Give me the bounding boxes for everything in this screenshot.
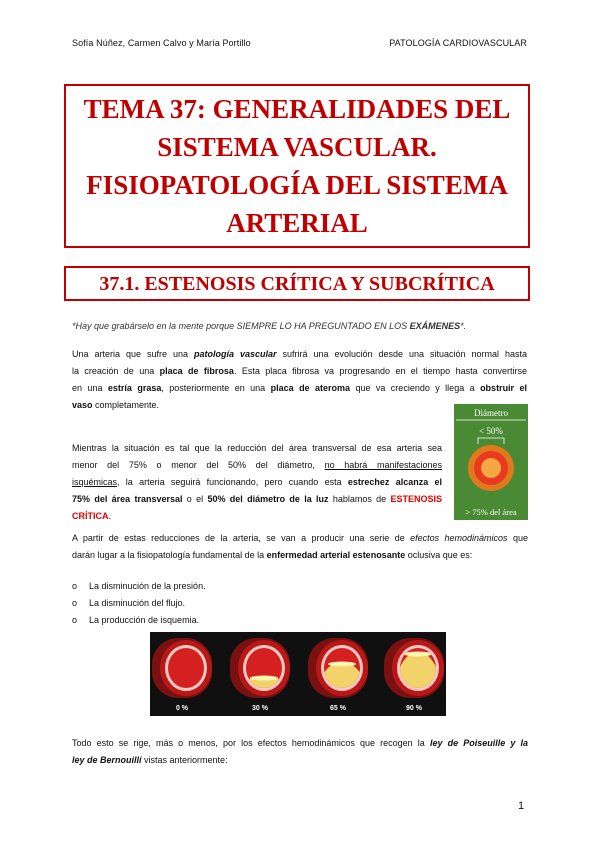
paragraph-hemodynamic-effects: A partir de estas reducciones de la arteria, se van a producir una serie de efectos hemodinámicos que darán lugar a la fisiopatología fundamental de la enfermedad arterial estenosante oclusiva que es: — [72, 533, 528, 560]
diagram-bottom-label: > 75% del área — [465, 507, 517, 517]
stenosis-label-30: 30 % — [252, 705, 268, 712]
chapter-title-line: TEMA 37: GENERALIDADES DEL — [83, 94, 511, 124]
section-title-box — [64, 266, 530, 301]
plaque-highlight — [250, 676, 278, 681]
effects-list — [72, 578, 206, 629]
page-number: 1 — [518, 800, 525, 812]
section-title: 37.1. ESTENOSIS CRÍTICA Y SUBCRÍTICA — [99, 273, 495, 295]
diagram-top-label: Diámetro — [474, 408, 508, 418]
chapter-title-line: SISTEMA VASCULAR. — [157, 132, 437, 162]
list-item: o La producción de isquemia. — [72, 615, 200, 625]
list-item: o La disminución del flujo. — [72, 598, 186, 608]
stenosis-label-90: 90 % — [406, 705, 422, 712]
chapter-title-line: ARTERIAL — [226, 208, 368, 238]
lumen — [481, 458, 501, 478]
paragraph-laws: Todo esto se rige, más o menos, por los efectos hemodinámicos que recogen la ley de Poiseuille y la ley de Bernouilli vistas anteriormente: — [72, 738, 528, 765]
diagram-inner-label: < 50% — [479, 426, 503, 436]
stenosis-label-0: 0 % — [175, 705, 189, 712]
stenosis-progression-figure — [150, 632, 446, 716]
vessel-lumen — [168, 648, 204, 688]
paragraph-critical-stenosis: Mientras la situación es tal que la reducción del área transversal de esa arteria sea menor del 75% o menor del 50% del diámetro, no habrá manifestaciones isquémicas, la arteria seguirá funcionando, pero cuando esta estrechez alcanza el 75% del área transversal o el 50% del diámetro de la luz hablamos de ESTENOSIS CRÍTICA. — [72, 443, 442, 521]
header-subject: PATOLOGÍA CARDIOVASCULAR — [389, 38, 527, 48]
plaque-highlight — [404, 652, 432, 657]
page-header — [72, 38, 527, 52]
list-item: o La disminución de la presión. — [72, 581, 206, 591]
chapter-title-box — [64, 84, 530, 248]
chapter-title-line: FISIOPATOLOGÍA DEL SISTEMA — [86, 170, 508, 200]
exam-note: *Hay que grabárselo en la mente porque SIEMPRE LO HA PREGUNTADO EN LOS EXÁMENES*. — [72, 321, 467, 331]
plaque-highlight — [328, 662, 356, 667]
paragraph-evolution: Una arteria que sufre una patología vascular sufrirá una evolución desde una situación normal hasta la creación de una placa de fibrosa. Esta placa fibrosa va progresando en el tiempo hasta convertirse en una estría grasa, posteriormente en una placa de ateroma que va creciendo y llega a obstruir el vaso completamente. — [72, 349, 527, 410]
stenosis-label-65: 65 % — [330, 705, 346, 712]
chapter-title — [66, 90, 528, 242]
header-authors: Sofía Núñez, Carmen Calvo y María Portillo — [72, 38, 251, 48]
stenosis-diagram — [454, 404, 528, 520]
